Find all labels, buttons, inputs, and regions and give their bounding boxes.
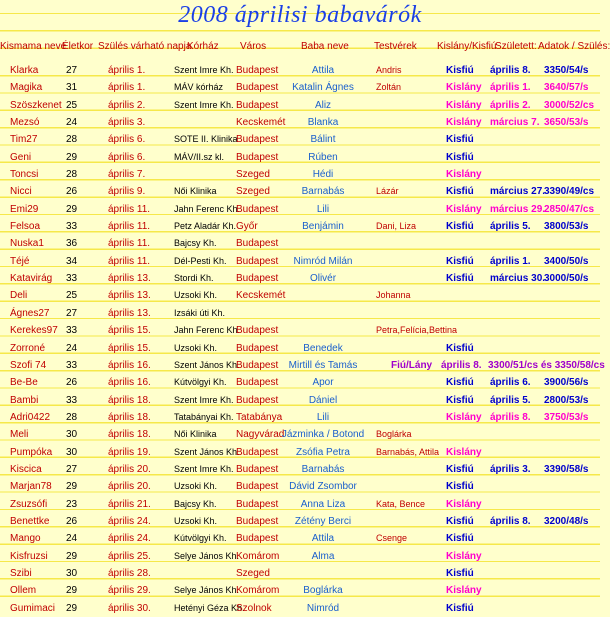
cell-gender: Kisfiú [446,533,474,545]
cell-hospital: SOTE II. Klinika [174,134,238,145]
cell-siblings: Petra,Felícia,Bettina [376,325,458,336]
table-row [0,131,600,148]
cell-city: Szeged [236,169,270,181]
cell-nick: Deli [10,290,28,302]
cell-gender: Kisfiú [446,342,474,354]
cell-age: 29 [66,481,78,493]
cell-data: 3300/51/cs és 3350/58/cs [488,359,605,371]
cell-born: április 5. [490,221,531,233]
cell-data: 3390/58/s [544,463,589,475]
cell-born: április 8. [490,411,531,423]
cell-due: április 29. [108,585,151,597]
cell-city: Budapest [236,325,279,337]
cell-due: április 18. [108,411,151,423]
cell-data: 3000/52/cs [544,99,595,111]
cell-gender: Kisfiú [446,515,474,527]
cell-gender: Kislány [446,117,482,129]
cell-nick: Szöszkenet [10,99,62,111]
cell-nick: Toncsi [10,169,39,181]
cell-baby: Rúben [308,151,338,163]
table-row [0,235,600,252]
cell-age: 34 [66,255,78,267]
cell-age: 30 [66,567,78,579]
table-row [0,97,600,114]
cell-baby: Apor [312,377,334,389]
cell-hospital: Kútvölgyi Kh. [174,533,227,544]
cell-city: Szeged [236,567,270,579]
cell-age: 31 [66,82,78,94]
cell-siblings: Barnabás, Attila [376,446,440,457]
cell-age: 27 [66,463,78,475]
cell-gender: Kislány [446,169,482,181]
cell-siblings: Johanna [376,290,411,301]
cell-age: 27 [66,65,78,76]
cell-data: 3390/49/cs [544,186,595,198]
table-row [0,270,600,287]
cell-gender: Kislány [446,446,482,458]
cell-hospital: Selye János Kh. [174,585,240,596]
cell-due: április 24. [108,515,151,527]
cell-due: április 20. [108,463,151,475]
table-row [0,149,600,166]
cell-due: április 7. [108,169,146,181]
table-header [0,39,610,55]
cell-due: április 20. [108,481,151,493]
cell-hospital: Petz Aladár Kh. [174,221,237,232]
cell-gender: Kisfiú [446,255,474,267]
cell-baby: Lili [316,203,330,215]
cell-gender: Kislány [446,498,482,510]
cell-baby: Nimród [306,602,340,614]
cell-nick: Kiscica [10,463,42,475]
cell-gender: Kisfiú [446,602,474,614]
cell-due: április 25. [108,550,151,562]
page-title: 2008 áprilisi babavárók [178,2,422,28]
cell-gender: Kislány [446,550,482,562]
cell-due: április 16. [108,359,151,371]
table-row [0,409,600,426]
cell-hospital: Uzsoki Kh. [174,481,218,492]
cell-due: április 24. [108,533,151,545]
cell-baby: Blanka [307,117,339,129]
cell-nick: Kerekes97 [10,325,58,337]
cell-baby: Dániel [308,394,338,406]
cell-baby: Alma [311,550,335,562]
cell-gender: Kisfiú [446,186,474,198]
cell-gender: Kisfiú [446,481,474,493]
table-row [0,166,600,183]
table-row [0,201,600,218]
cell-city: Budapest [236,203,279,215]
cell-baby: Olivér [309,273,337,285]
cell-city: Budapest [236,238,279,250]
cell-city: Budapest [236,255,279,267]
cell-hospital: Szent Imre Kh. [174,463,234,474]
cell-gender: Kislány [446,99,482,111]
cell-baby: Anna Liza [300,498,346,510]
cell-due: április 16. [108,377,151,389]
cell-born: március 27. [490,186,546,198]
cell-siblings: Lázár [376,186,399,197]
cell-gender: Kisfiú [446,394,474,406]
cell-city: Budapest [236,82,279,94]
cell-hospital: Selye János Kh. [174,550,240,561]
header-age: Életkor [62,41,94,52]
cell-nick: Zorroné [10,342,46,354]
cell-hospital: Uzsoki Kh. [174,290,218,301]
cell-city: Győr [236,221,258,233]
cell-nick: Mango [10,533,41,545]
cell-nick: Geni [10,151,32,163]
cell-city: Budapest [236,342,279,354]
cell-city: Tatabánya [236,411,283,423]
cell-data: 3900/56/s [544,377,589,389]
cell-city: Kecskemét [236,117,286,129]
cell-nick: Téjé [10,255,30,267]
cell-hospital: Szent Imre Kh. [174,99,234,110]
cell-hospital: Női Klinika [174,429,217,440]
cell-age: 25 [66,290,78,302]
cell-data: 3350/54/s [544,65,589,76]
table-row [0,79,600,96]
cell-age: 36 [66,238,78,250]
cell-baby: Katalin Ágnes [292,82,354,94]
cell-city: Budapest [236,463,279,475]
cell-due: április 30. [108,602,151,614]
cell-baby: Jázminka / Botond [281,429,365,441]
cell-city: Budapest [236,533,279,545]
cell-gender: Kisfiú [446,273,474,285]
cell-age: 29 [66,585,78,597]
cell-born: április 6. [490,377,531,389]
cell-gender: Kisfiú [446,221,474,233]
cell-city: Kecskemét [236,290,286,302]
cell-nick: Emi29 [10,203,39,215]
header-siblings: Testvérek [374,41,417,52]
cell-city: Budapest [236,498,279,510]
header-nick: Kismama neve [0,41,67,52]
cell-age: 33 [66,273,78,285]
cell-due: április 13. [108,307,151,319]
cell-born: április 3. [490,463,531,475]
cell-age: 25 [66,99,78,111]
cell-age: 33 [66,221,78,233]
table-row [0,496,600,513]
cell-city: Budapest [236,134,279,146]
table-row [0,565,600,582]
cell-age: 27 [66,307,78,319]
table-body [0,62,605,617]
cell-gender: Kisfiú [446,567,474,579]
cell-data: 3000/50/s [544,273,589,285]
cell-baby: Barnabás [301,186,345,198]
cell-hospital: Uzsoki Kh. [174,515,218,526]
cell-born: április 8. [490,515,531,527]
cell-city: Budapest [236,481,279,493]
cell-nick: Nuska1 [10,238,44,250]
cell-baby: Barnabás [301,463,345,475]
cell-gender: Kisfiú [446,463,474,475]
cell-due: április 2. [108,99,146,111]
cell-due: április 11. [108,238,151,250]
cell-nick: Gumimaci [10,602,56,614]
cell-nick: Szibi [10,567,32,579]
cell-born: március 30. [490,273,546,285]
cell-siblings: Andris [376,65,402,75]
cell-city: Budapest [236,515,279,527]
cell-city: Nagyvárad [236,429,285,441]
cell-age: 28 [66,411,78,423]
cell-baby: Boglárka [303,585,343,597]
cell-due: április 19. [108,446,151,458]
cell-nick: Meli [10,429,29,441]
cell-due: április 18. [108,429,151,441]
cell-gender: Kisfiú [446,65,474,76]
cell-born: március 7. [490,117,540,129]
cell-baby: Dávid Zsombor [289,481,357,493]
cell-baby: Benjámin [302,221,344,233]
table-row [0,600,600,617]
cell-due: április 1. [108,82,146,94]
cell-baby: Attila [311,533,335,545]
cell-due: április 1. [108,65,146,76]
cell-nick: Pumpóka [10,446,53,458]
cell-age: 24 [66,117,78,129]
cell-hospital: Kútvölgyi Kh. [174,377,227,388]
cell-due: április 13. [108,290,151,302]
cell-due: április 13. [108,273,151,285]
cell-due: április 3. [108,117,146,129]
cell-siblings: Dani, Liza [376,221,417,232]
cell-age: 33 [66,325,78,337]
cell-baby: Attila [311,65,335,76]
cell-born: április 2. [490,99,531,111]
cell-baby: Hédi [312,169,334,181]
cell-gender: Kislány [446,203,482,215]
cell-age: 26 [66,377,78,389]
cell-gender: Kisfiú [446,134,474,146]
cell-due: április 9. [108,186,146,198]
cell-age: 29 [66,602,78,614]
cell-city: Budapest [236,273,279,285]
table-row [0,218,600,235]
cell-city: Budapest [236,99,279,111]
header-city: Város [240,41,267,52]
cell-due: április 18. [108,394,151,406]
cell-hospital: Dél-Pesti Kh. [174,255,227,266]
table-row [0,582,600,599]
cell-born: április 8. [490,65,531,76]
cell-hospital: Bajcsy Kh. [174,498,217,509]
cell-data: 3400/50/s [544,255,589,267]
cell-nick: Katavirág [10,273,53,285]
cell-due: április 6. [108,134,146,146]
table-row [0,322,600,339]
cell-baby: Zétény Berci [294,515,352,527]
cell-nick: Adri0422 [10,411,51,423]
cell-age: 28 [66,169,78,181]
cell-born: április 8. [441,359,482,371]
cell-gender: Kisfiú [446,377,474,389]
cell-born: március 29. [490,203,546,215]
cell-born: április 5. [490,394,531,406]
cell-nick: Zsuzsófi [10,498,48,510]
cell-gender: Kisfiú [446,151,474,163]
cell-siblings: Kata, Bence [376,498,426,509]
table-row [0,357,605,374]
cell-nick: Marjan78 [10,481,52,493]
cell-nick: Benettke [10,515,50,527]
header-data: Adatok / Szülés: [538,41,610,52]
header-gender: Kislány/Kisfiú [437,41,497,52]
cell-due: április 6. [108,151,146,163]
cell-city: Budapest [236,446,279,458]
table-row [0,392,600,409]
cell-age: 26 [66,515,78,527]
cell-hospital: MÁV kórház [174,82,224,93]
table-row [0,287,600,304]
cell-gender: Kislány [446,82,482,94]
cell-hospital: Hetényi Géza Kh. [174,602,245,613]
cell-hospital: Stordi Kh. [174,273,214,284]
table-row [0,426,600,443]
cell-nick: Ollem [10,585,37,597]
cell-hospital: Bajcsy Kh. [174,238,217,249]
cell-baby: Zsófia Petra [296,446,350,458]
cell-nick: Bambi [10,394,39,406]
cell-nick: Mezsó [10,117,40,129]
cell-city: Szolnok [236,602,272,614]
cell-age: 29 [66,550,78,562]
cell-due: április 11. [108,203,151,215]
cell-nick: Be-Be [10,377,38,389]
cell-age: 23 [66,498,78,510]
cell-age: 29 [66,151,78,163]
cell-hospital: MÁV/II.sz kl. [174,151,225,162]
table-row [0,530,600,547]
cell-nick: Magika [10,82,43,94]
table-row [0,340,600,357]
cell-age: 24 [66,533,78,545]
table-row [0,513,600,530]
table-row [0,305,600,322]
cell-hospital: Szent Imre Kh. [174,394,234,405]
cell-hospital: Tatabányai Kh. [174,411,234,422]
cell-due: április 15. [108,342,151,354]
cell-data: 3750/53/s [544,411,589,423]
cell-due: április 28. [108,567,151,579]
cell-nick: Nicci [10,186,32,198]
cell-data: 3800/53/s [544,221,589,233]
cell-gender: Kislány [446,585,482,597]
cell-age: 24 [66,342,78,354]
header-baby: Baba neve [301,41,349,52]
cell-age: 28 [66,134,78,146]
cell-age: 33 [66,359,78,371]
cell-due: április 15. [108,325,151,337]
cell-born: április 1. [490,255,531,267]
cell-city: Budapest [236,151,279,163]
cell-age: 26 [66,186,78,198]
cell-gender: Fiú/Lány [391,359,433,371]
cell-baby: Aliz [314,99,332,111]
cell-age: 29 [66,203,78,215]
table-row [0,444,600,461]
cell-nick: Tim27 [10,134,38,146]
cell-gender: Kislány [446,411,482,423]
table-row [0,183,600,200]
cell-hospital: Szent János Kh. [174,446,240,457]
cell-hospital: Szent Imre Kh. [174,65,234,75]
cell-hospital: Jahn Ferenc Kh. [174,325,241,336]
cell-hospital: Szent János Kh. [174,359,240,370]
cell-city: Budapest [236,359,279,371]
cell-siblings: Csenge [376,533,408,544]
cell-age: 33 [66,394,78,406]
table-row [0,62,600,79]
cell-city: Budapest [236,377,279,389]
cell-nick: Ágnes27 [10,307,50,319]
header-born: Született: [495,41,537,52]
cell-city: Komárom [236,550,280,562]
cell-data: 2850/47/cs [544,203,595,215]
cell-city: Szeged [236,186,270,198]
cell-hospital: Uzsoki Kh. [174,342,218,353]
cell-due: április 11. [108,255,151,267]
cell-hospital: Izsáki úti Kh. [174,307,226,318]
cell-hospital: Jahn Ferenc Kh. [174,203,241,214]
cell-data: 3640/57/s [544,82,589,94]
cell-baby: Nimród Milán [293,255,353,267]
cell-siblings: Zoltán [376,82,402,93]
cell-due: április 21. [108,498,151,510]
header-due: Szülés várható napja [98,41,192,52]
cell-city: Komárom [236,585,280,597]
cell-nick: Felsoa [10,221,41,233]
header-hospital: Kórház [187,41,219,52]
cell-baby: Bálint [310,134,336,146]
cell-age: 30 [66,429,78,441]
cell-age: 30 [66,446,78,458]
cell-born: április 1. [490,82,531,94]
cell-siblings: Boglárka [376,429,412,440]
cell-city: Budapest [236,394,279,406]
table-row [0,461,600,478]
cell-nick: Kisfruzsi [10,550,48,562]
table-row [0,548,600,565]
cell-due: április 11. [108,221,151,233]
cell-nick: Klarka [10,65,39,76]
cell-hospital: Női Klinika [174,186,217,197]
cell-baby: Lili [316,411,330,423]
table-row [0,253,600,270]
cell-data: 3200/48/s [544,515,589,527]
cell-baby: Benedek [303,342,343,354]
table-row [0,114,600,131]
cell-data: 3650/53/s [544,117,589,129]
cell-data: 2800/53/s [544,394,589,406]
cell-nick: Szofi 74 [10,359,47,371]
table-row [0,374,600,391]
table-row [0,478,600,495]
cell-city: Budapest [236,65,279,76]
cell-baby: Mirtill és Tamás [288,359,358,371]
